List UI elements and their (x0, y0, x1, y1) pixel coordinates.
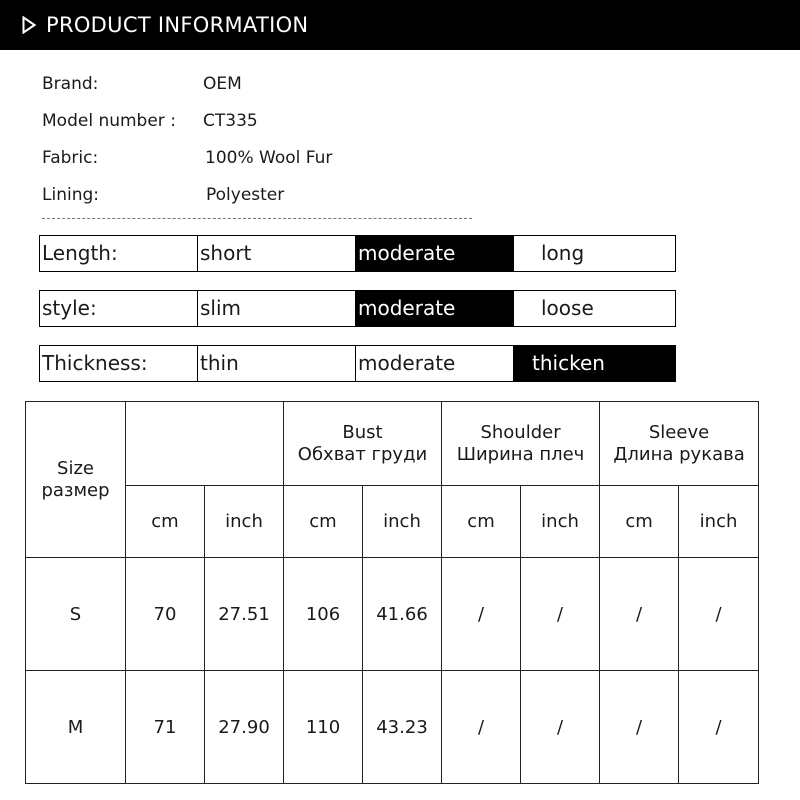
group-header-length (126, 402, 284, 486)
info-value: OEM (203, 74, 242, 94)
value-cell: 70 (126, 558, 205, 671)
size-table (25, 401, 759, 784)
dashed-divider (42, 218, 472, 219)
info-label: Model number : (42, 111, 176, 131)
size-header-cell (26, 402, 126, 558)
product-information-header (0, 0, 800, 50)
size-header-en: Size (57, 457, 94, 479)
size-cell: M (26, 671, 126, 784)
value-cell: / (600, 558, 679, 671)
table-row (26, 671, 759, 784)
attribute-label: Length: (40, 236, 198, 271)
value-cell: 106 (284, 558, 363, 671)
value-cell: / (679, 671, 759, 784)
attribute-row-style (39, 290, 676, 327)
info-value: Polyester (206, 185, 285, 205)
attribute-option: short (198, 236, 356, 271)
unit-cell: cm (284, 486, 363, 558)
attribute-row-thickness (39, 345, 676, 382)
value-cell: 71 (126, 671, 205, 784)
group-name: Bust (342, 421, 383, 443)
value-cell: / (521, 558, 600, 671)
table-row (26, 558, 759, 671)
attribute-label: Thickness: (40, 346, 198, 381)
info-value: CT335 (203, 111, 258, 131)
unit-cell: cm (600, 486, 679, 558)
info-label: Brand: (42, 74, 99, 94)
group-header-shoulder (442, 402, 600, 486)
value-cell: / (600, 671, 679, 784)
attribute-label: style: (40, 291, 198, 326)
attribute-option: loose (541, 296, 594, 320)
attribute-option-selected: thicken (514, 346, 675, 381)
value-cell: 27.90 (205, 671, 284, 784)
value-cell: 27.51 (205, 558, 284, 671)
unit-cell: cm (442, 486, 521, 558)
unit-cell: cm (126, 486, 205, 558)
group-name-ru: Ширина плеч (456, 443, 585, 465)
header-title: PRODUCT INFORMATION (46, 13, 309, 37)
info-label: Fabric: (42, 148, 99, 168)
attribute-option: slim (198, 291, 356, 326)
attribute-option: long (541, 241, 585, 265)
size-table-unit-header (26, 486, 759, 558)
group-header-sleeve (600, 402, 759, 486)
group-name: Shoulder (480, 421, 561, 443)
value-cell: 43.23 (363, 671, 442, 784)
play-triangle-icon (22, 16, 36, 34)
unit-cell: inch (205, 486, 284, 558)
value-cell: / (442, 558, 521, 671)
size-cell: S (26, 558, 126, 671)
unit-cell: inch (679, 486, 759, 558)
info-value: 100% Wool Fur (205, 148, 333, 168)
group-name-ru: Длина рукава (613, 443, 745, 465)
attribute-option: moderate (356, 346, 514, 381)
attribute-option-selected: moderate (356, 291, 514, 326)
value-cell: / (442, 671, 521, 784)
size-table-group-header (26, 402, 759, 486)
value-cell: / (679, 558, 759, 671)
attribute-row-length (39, 235, 676, 272)
info-label: Lining: (42, 185, 99, 205)
attribute-option-selected: moderate (356, 236, 514, 271)
value-cell: 41.66 (363, 558, 442, 671)
value-cell: / (521, 671, 600, 784)
size-header-ru: размер (41, 479, 110, 501)
attribute-option: thin (198, 346, 356, 381)
unit-cell: inch (521, 486, 600, 558)
value-cell: 110 (284, 671, 363, 784)
group-name-ru: Обхват груди (297, 443, 428, 465)
group-name: Sleeve (648, 421, 710, 443)
group-header-bust (284, 402, 442, 486)
unit-cell: inch (363, 486, 442, 558)
